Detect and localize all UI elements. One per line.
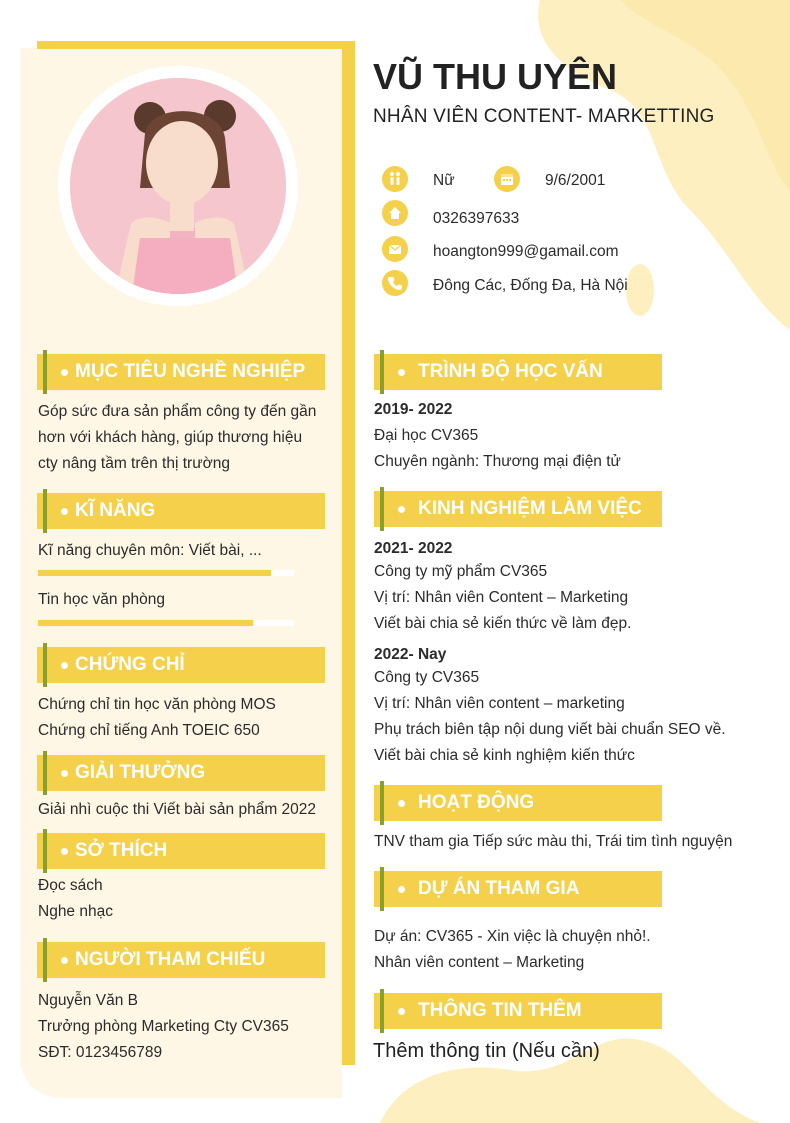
- heading-tick: [43, 751, 47, 795]
- heading-tick: [43, 350, 47, 394]
- candidate-name: VŨ THU UYÊN: [373, 56, 618, 97]
- skill-bar-2: [38, 620, 294, 626]
- hobby-line-1: Đọc sách: [38, 877, 103, 894]
- job-1-line-1: Công ty mỹ phẩm CV365: [374, 563, 548, 580]
- job-2-line-3: Phụ trách biên tập nội dung viết bài chuẩn SEO về.: [374, 721, 726, 738]
- heading-tick: [380, 781, 384, 825]
- activities-heading-label: HOẠT ĐỘNG: [418, 792, 535, 813]
- reference-line-3: SĐT: 0123456789: [38, 1044, 163, 1061]
- job-1-line-3: Viết bài chia sẻ kiến thức về làm đẹp.: [374, 615, 632, 632]
- heading-tick: [43, 938, 47, 982]
- project-line-2: Nhân viên content – Marketing: [374, 954, 585, 971]
- certificates-heading-label: CHỨNG CHỈ: [75, 654, 185, 675]
- job-1-period: 2021- 2022: [374, 540, 453, 557]
- gender-value: Nữ: [433, 172, 455, 189]
- awards-heading: [37, 755, 325, 791]
- address-value: Đông Các, Đống Đa, Hà Nội: [433, 277, 628, 294]
- heading-dot: [398, 1008, 405, 1015]
- heading-tick: [380, 350, 384, 394]
- award-line-1: Giải nhì cuộc thi Viết bài sản phẩm 2022: [38, 801, 317, 818]
- education-heading: [374, 354, 662, 390]
- heading-dot: [398, 369, 405, 376]
- hobbies-heading: [37, 833, 325, 869]
- skills-heading-label: KĨ NĂNG: [75, 500, 156, 521]
- references-heading-label: NGƯỜI THAM CHIẾU: [75, 949, 266, 970]
- avatar: [70, 78, 286, 294]
- heading-tick: [380, 487, 384, 531]
- skills-heading: [37, 493, 325, 529]
- heading-dot: [61, 662, 68, 669]
- heading-dot: [61, 957, 68, 964]
- awards-heading-label: GIẢI THƯỞNG: [75, 762, 206, 783]
- heading-dot: [398, 800, 405, 807]
- projects-heading-label: DỰ ÁN THAM GIA: [418, 878, 580, 899]
- objective-line-2: hơn với khách hàng, giúp thương hiệu: [38, 429, 303, 446]
- experience-heading-label: KINH NGHIỆM LÀM VIỆC: [418, 498, 642, 519]
- experience-heading: [374, 491, 662, 527]
- hobbies-heading-label: SỞ THÍCH: [75, 840, 168, 861]
- skill-label-2: Tin học văn phòng: [38, 591, 165, 608]
- education-period: 2019- 2022: [374, 401, 453, 418]
- job-1-line-2: Vị trí: Nhân viên Content – Marketing: [374, 589, 629, 606]
- certificates-heading: [37, 647, 325, 683]
- phone-icon: [382, 270, 408, 296]
- heading-dot: [61, 770, 68, 777]
- left-accent-bar-side: [342, 41, 355, 1065]
- extra-heading: [374, 993, 662, 1029]
- decor-blob-top-right: [500, 0, 790, 360]
- certificate-line-1: Chứng chỉ tin học văn phòng MOS: [38, 696, 276, 713]
- email-value: hoangton999@gamail.com: [433, 243, 619, 260]
- heading-tick: [380, 989, 384, 1033]
- calendar-icon: [494, 166, 520, 192]
- skill-bar-fill-1: [38, 570, 271, 576]
- education-line-1: Đại học CV365: [374, 427, 479, 444]
- job-2-line-4: Viết bài chia sẻ kinh nghiệm kiến thức: [374, 747, 635, 764]
- heading-dot: [61, 369, 68, 376]
- certificate-line-2: Chứng chỉ tiếng Anh TOEIC 650: [38, 722, 260, 739]
- reference-line-1: Nguyễn Văn B: [38, 992, 138, 1009]
- activity-line-1: TNV tham gia Tiếp sức màu thi, Trái tim tình nguyện: [374, 833, 733, 850]
- hobby-line-2: Nghe nhạc: [38, 903, 113, 920]
- home-icon: [382, 200, 408, 226]
- heading-tick: [43, 643, 47, 687]
- left-accent-bar-top: [37, 41, 355, 49]
- job-2-line-2: Vị trí: Nhân viên content – marketing: [374, 695, 625, 712]
- heading-dot: [398, 886, 405, 893]
- objective-heading: [37, 354, 325, 390]
- activities-heading: [374, 785, 662, 821]
- gender-icon: [382, 166, 408, 192]
- objective-heading-label: MỤC TIÊU NGHỀ NGHIỆP: [75, 361, 306, 382]
- heading-tick: [43, 489, 47, 533]
- job-2-line-1: Công ty CV365: [374, 669, 480, 686]
- extra-info-text: Thêm thông tin (Nếu cần): [373, 1040, 600, 1062]
- skill-bar-1: [38, 570, 294, 576]
- education-line-2: Chuyên ngành: Thương mại điện tử: [374, 453, 621, 470]
- objective-line-1: Góp sức đưa sản phẩm công ty đến gần: [38, 403, 317, 420]
- heading-dot: [61, 508, 68, 515]
- phone-value: 0326397633: [433, 210, 520, 227]
- education-heading-label: TRÌNH ĐỘ HỌC VẤN: [418, 361, 603, 382]
- heading-dot: [398, 506, 405, 513]
- job-title: NHÂN VIÊN CONTENT- MARKETTING: [373, 106, 715, 127]
- extra-heading-label: THÔNG TIN THÊM: [418, 1000, 582, 1021]
- skill-label-1: Kĩ năng chuyên môn: Viết bài, ...: [38, 542, 262, 559]
- birthday-value: 9/6/2001: [545, 172, 606, 189]
- heading-tick: [380, 867, 384, 911]
- references-heading: [37, 942, 325, 978]
- email-icon: [382, 236, 408, 262]
- skill-bar-fill-2: [38, 620, 253, 626]
- heading-dot: [61, 848, 68, 855]
- reference-line-2: Trưởng phòng Marketing Cty CV365: [38, 1018, 289, 1035]
- heading-tick: [43, 829, 47, 873]
- job-2-period: 2022- Nay: [374, 646, 447, 663]
- objective-line-3: cty nâng tầm trên thị trường: [38, 455, 230, 472]
- project-line-1: Dự án: CV365 - Xin việc là chuyện nhỏ!.: [374, 928, 651, 945]
- projects-heading: [374, 871, 662, 907]
